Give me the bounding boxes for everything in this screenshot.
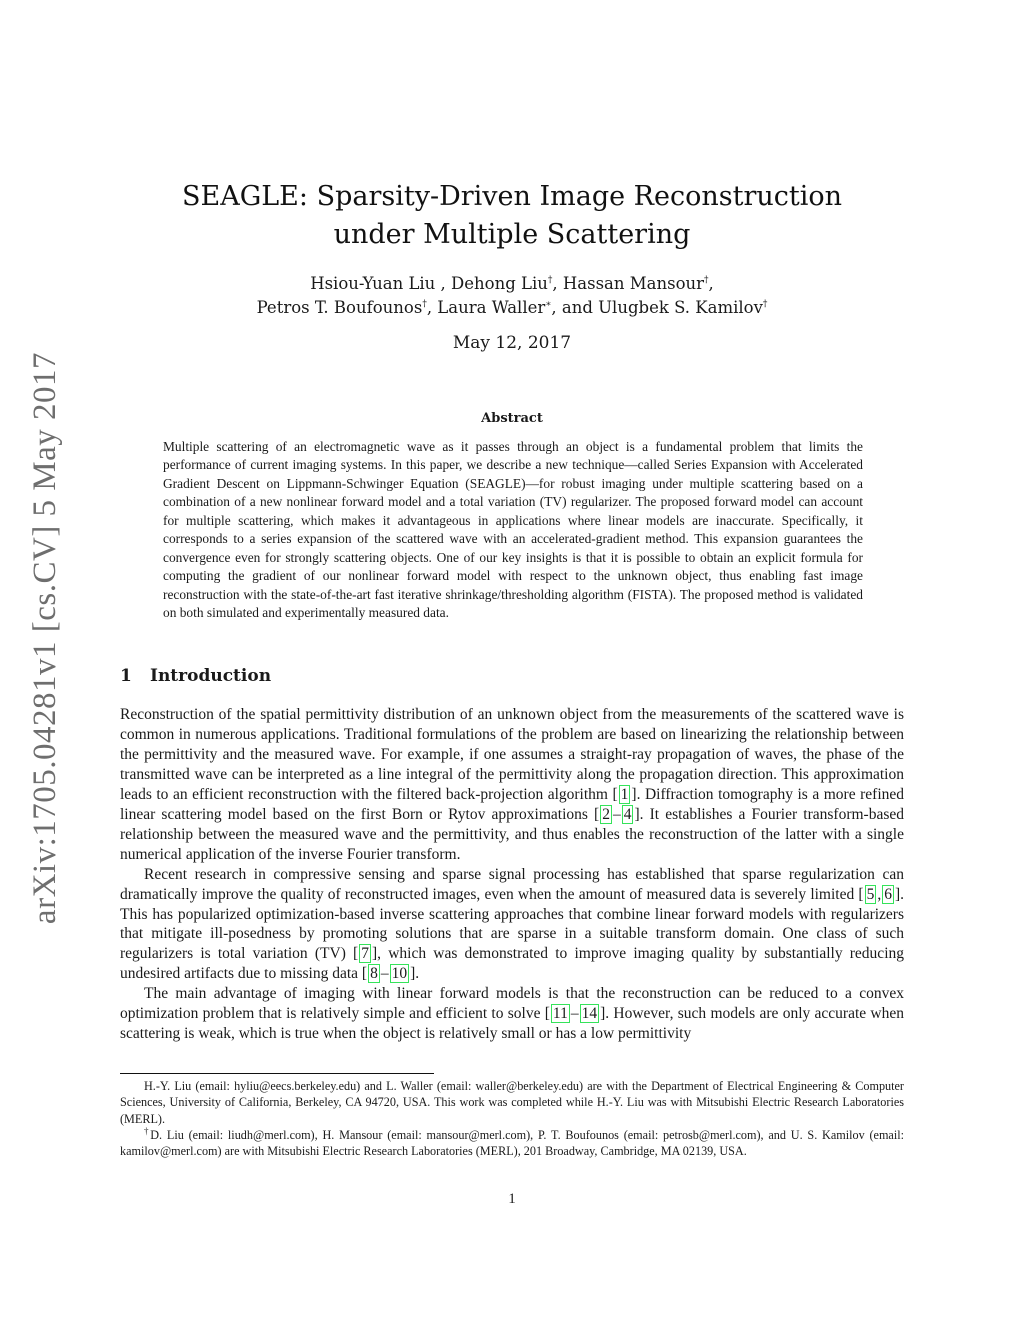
- affiliation-mark: †: [422, 299, 427, 310]
- paragraph: Reconstruction of the spatial permittivity distribution of an unknown object from the measurements of the scattered wave is common in numerous applications. Traditional formulations of the problem are based on linearizing the relationship between the permittivity and the measured wave. For example, if one assumes a straight-ray propagation of waves, the phase of the transmitted wave can be interpreted as a line integral of the permittivity along the propagation direction. This approximation leads to an efficient reconstruction with the filtered back-projection algorithm [ 1 ]. Diffraction tomography is a more refined linear scattering model based on the first Born or Rytov approximations [ 2 – 4 ]. It establishes a Fourier transform-based relationship between the measured wave and the permittivity, and thus enables the reconstruction of the latter with a single numerical application of the inverse Fourier transform.: [120, 706, 904, 863]
- citation-link[interactable]: 10: [391, 965, 408, 983]
- author-liu-d: Dehong Liu: [451, 274, 548, 293]
- footnote-2: †D. Liu (email: liudh@merl.com), H. Mansour (email: mansour@merl.com), P. T. Boufounos (email: petrosb@merl.com), and U. S. Kamilov (email: kamilov@merl.com) are with Mitsubishi Electric Research Laboratories (MERL), 201 Broadway, Cambridge, MA 02139, USA.: [120, 1125, 904, 1159]
- title-line-1: SEAGLE: Sparsity-Driven Image Reconstruction: [181, 181, 843, 212]
- citation-link[interactable]: 6: [884, 885, 892, 903]
- citation-link[interactable]: 11: [552, 1005, 568, 1023]
- citation-link[interactable]: 2: [602, 805, 610, 823]
- author-list: [120, 272, 904, 320]
- author-mansour: , Hassan Mansour: [552, 274, 705, 293]
- section-heading: [120, 666, 271, 686]
- abstract-heading: Abstract: [481, 411, 543, 426]
- paragraph: Recent research in compressive sensing and sparse signal processing has established that sparse regularization can dramatically improve the quality of reconstructed images, even when the amount of measured data is severely limited [ 5 , 6 ]. This has popularized optimization-based inverse scattering approaches that combine linear forward models with regularizers that mitigate ill-posedness by promoting solutions that are sparse in a suitable transform domain. One class of such regularizers is total variation (TV) [ 7 ], which was demonstrated to improve imaging quality by substantially reducing undesired artifacts due to missing data [ 8 – 10 ].: [120, 865, 904, 983]
- footnote-divider: [120, 1073, 434, 1074]
- author-waller: , Laura Waller: [426, 298, 546, 317]
- author-line-2: [120, 296, 904, 320]
- affiliation-mark: †: [704, 275, 709, 286]
- author-boufounos: Petros T. Boufounos: [256, 298, 423, 317]
- paragraph: The main advantage of imaging with linear forward models is that the reconstruction can be reduced to a convex optimization problem that is relatively simple and efficient to solve [ 11 – 14 ]. However, such models are only accurate when scattering is weak, which is true when the object is relatively small or has a low permittivity: [120, 985, 905, 1043]
- citation-link[interactable]: 1: [620, 785, 629, 803]
- citation-link[interactable]: 8: [370, 965, 378, 983]
- section-title: Introduction: [150, 666, 272, 686]
- paper-title: [120, 178, 904, 254]
- author-liu-hy: Hsiou-Yuan Liu ,: [310, 274, 452, 293]
- affiliation-mark: †: [547, 275, 553, 286]
- page-number: 1: [508, 1191, 516, 1207]
- introduction-body: [120, 705, 904, 1044]
- paper-date: May 12, 2017: [452, 333, 572, 353]
- author-line-1: Hsiou-Yuan Liu , Dehong Liu†, Hassan Mansour†,: [310, 274, 714, 293]
- affiliation-mark: ∗: [545, 299, 552, 310]
- citation-link[interactable]: 7: [361, 945, 369, 963]
- footnote-1: H.-Y. Liu (email: hyliu@eecs.berkeley.edu) and L. Waller (email: waller@berkeley.edu) are with the Department of Electrical Engineering & Computer Sciences, University of California, Berkeley, CA 94720, USA. This work was completed while H.-Y. Liu was with Mitsubishi Electric Research Laboratories (MERL).: [120, 1079, 904, 1126]
- title-line-2: under Multiple Scattering: [333, 219, 691, 250]
- citation-link[interactable]: 14: [581, 1005, 598, 1023]
- section-number: 1: [120, 666, 132, 686]
- footnote-mark: †: [144, 1125, 151, 1136]
- author-kamilov: , and Ulugbek S. Kamilov: [551, 298, 763, 317]
- abstract-text: Multiple scattering of an electromagnetic wave as it passes through an object is a fundamental problem that limits the performance of current imaging systems. In this paper, we describe a new technique—called Series Expansion with Accelerated Gradient Descent on Lippmann-Schwinger Equation (SEAGLE)—for robust imaging under multiple scattering based on a combination of a new nonlinear forward model and a total variation (TV) regularizer. The proposed forward model can account for multiple scattering, which makes it advantageous in applications where linear models are inaccurate. Specifically, it corresponds to a series expansion of the scattered wave with an accelerated-gradient method. This expansion guarantees the convergence even for strongly scattering objects. One of our key insights is that it is possible to obtain an explicit formula for computing the gradient of our nonlinear forward model with respect to the unknown object, thus enabling fast image reconstruction with the state-of-the-art fast iterative shrinkage/thresholding algorithm (FISTA). The proposed method is validated on both simulated and experimentally measured data.: [163, 439, 863, 621]
- arxiv-identifier-stamp: arXiv:1705.04281v1 [cs.CV] 5 May 2017: [27, 351, 63, 925]
- citation-link[interactable]: 4: [623, 805, 632, 823]
- citation-link[interactable]: 5: [866, 885, 875, 903]
- affiliation-mark: †: [762, 299, 768, 310]
